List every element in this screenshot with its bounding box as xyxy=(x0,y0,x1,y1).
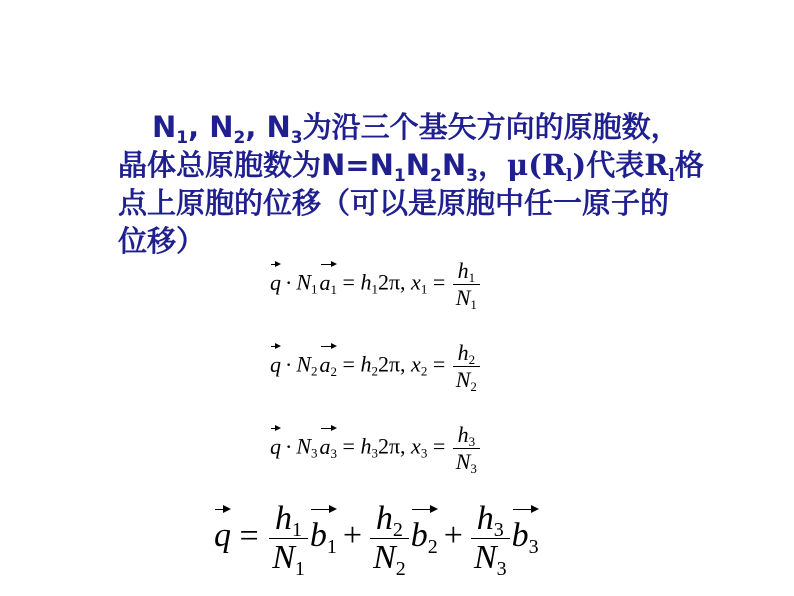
separator: , xyxy=(245,110,267,144)
subscript: 1 xyxy=(393,166,406,186)
two-pi: 2π xyxy=(377,433,401,459)
fraction: $\frac{h_1}{N_1}$ xyxy=(269,500,308,577)
line-text: 代表 xyxy=(586,148,645,182)
b-vector: $b_2$ xyxy=(411,517,438,555)
fraction: $\frac{h_2}{N_2}$ xyxy=(370,500,409,577)
n-symbol: N xyxy=(296,269,312,295)
fraction: $\frac{h_3}{N_3}$ xyxy=(453,422,480,475)
displacement-symbol: μ(R xyxy=(506,148,567,182)
x-symbol: x xyxy=(411,433,421,459)
dot-operator: · xyxy=(285,351,293,377)
wavevector-equation xyxy=(214,500,539,580)
close-paren: ) xyxy=(572,148,587,182)
a-vector: $a_3$ xyxy=(320,434,338,460)
equals-sign: = xyxy=(337,433,361,459)
subscript: 3 xyxy=(290,128,303,148)
a-vector: $a_2$ xyxy=(320,352,338,378)
two-pi: 2π xyxy=(377,351,401,377)
n-symbol: N xyxy=(209,110,234,144)
equals-sign: = xyxy=(427,351,451,377)
fraction: $\frac{h_3}{N_3}$ xyxy=(471,500,510,577)
subscript: 1 xyxy=(176,128,189,148)
plus-sign: + xyxy=(342,517,363,555)
q-vector: q xyxy=(270,352,281,378)
arrow-icon xyxy=(320,343,338,351)
n-symbol: N xyxy=(152,110,177,144)
arrow-icon xyxy=(310,505,337,515)
b-vector: $b_3$ xyxy=(512,517,539,555)
arrow-icon xyxy=(270,425,281,433)
equals-sign: = xyxy=(427,269,451,295)
paragraph-line-4: 位移） xyxy=(118,224,206,258)
q-vector: q xyxy=(270,434,281,460)
subscript: 2 xyxy=(429,166,442,186)
q-vector: q xyxy=(270,270,281,296)
r-symbol: R xyxy=(644,148,669,182)
condition-equation-1: $q \cdot N_1$ $a_1 = h_12\pi$, $x_1$ = $\frac{h_1}{N_1}$ xyxy=(270,258,482,311)
fraction: $\frac{h_2}{N_2}$ xyxy=(453,340,480,393)
condition-equation-2: $q \cdot N_2$ $a_2 = h_22\pi$, $x_2$ = $\frac{h_2}{N_2}$ xyxy=(270,340,482,393)
paragraph-line-1 xyxy=(118,108,738,146)
n-symbol: N xyxy=(405,148,430,182)
dot-operator: · xyxy=(285,433,293,459)
n-symbol: N xyxy=(296,433,312,459)
arrow-icon xyxy=(320,425,338,433)
paragraph-line-2 xyxy=(118,146,738,184)
comma: , xyxy=(400,433,412,459)
equals-sign: = xyxy=(337,351,361,377)
condition-equation-3: $q \cdot N_3$ $a_3 = h_32\pi$, $x_3$ = $\frac{h_3}{N_3}$ xyxy=(270,422,482,475)
a-vector: $a_1$ xyxy=(320,270,338,296)
arrow-icon xyxy=(214,505,231,515)
subscript: l xyxy=(566,166,573,186)
description-paragraph xyxy=(118,108,738,260)
n-symbol: N xyxy=(296,351,312,377)
dot-operator: · xyxy=(285,269,293,295)
separator: ， xyxy=(477,148,507,182)
arrow-icon xyxy=(512,505,539,515)
arrow-icon xyxy=(270,261,281,269)
subscript: 3 xyxy=(466,166,478,186)
subscript: 2 xyxy=(233,128,246,148)
paragraph-line-3: 点上原胞的位移（可以是原胞中任一原子的 xyxy=(118,186,670,220)
n-symbol: N xyxy=(441,148,467,182)
equals-sign: = xyxy=(231,517,268,555)
line-text: 格 xyxy=(674,148,704,182)
comma: , xyxy=(400,269,412,295)
h-symbol: h xyxy=(360,351,372,377)
separator: , xyxy=(188,110,210,144)
h-symbol: h xyxy=(360,433,372,459)
fraction: $\frac{h_1}{N_1}$ xyxy=(453,258,480,311)
comma: , xyxy=(400,351,412,377)
subscript: l xyxy=(668,166,675,186)
arrow-icon xyxy=(411,505,438,515)
line-text: 晶体总原胞数为 xyxy=(118,148,322,182)
b-vector: $b_1$ xyxy=(310,517,337,555)
plus-sign: + xyxy=(443,517,463,555)
x-symbol: x xyxy=(411,351,421,377)
arrow-icon xyxy=(270,343,281,351)
n-symbol: N xyxy=(266,110,291,144)
equals-sign: = xyxy=(427,433,451,459)
x-symbol: x xyxy=(411,269,421,295)
h-symbol: h xyxy=(360,269,372,295)
arrow-icon xyxy=(320,261,338,269)
equals-sign: = xyxy=(337,269,361,295)
q-vector: q xyxy=(214,517,231,555)
line-text: 为沿三个基矢方向的原胞数， xyxy=(302,110,680,144)
two-pi: 2π xyxy=(377,269,401,295)
total-formula: N=N xyxy=(321,148,394,182)
